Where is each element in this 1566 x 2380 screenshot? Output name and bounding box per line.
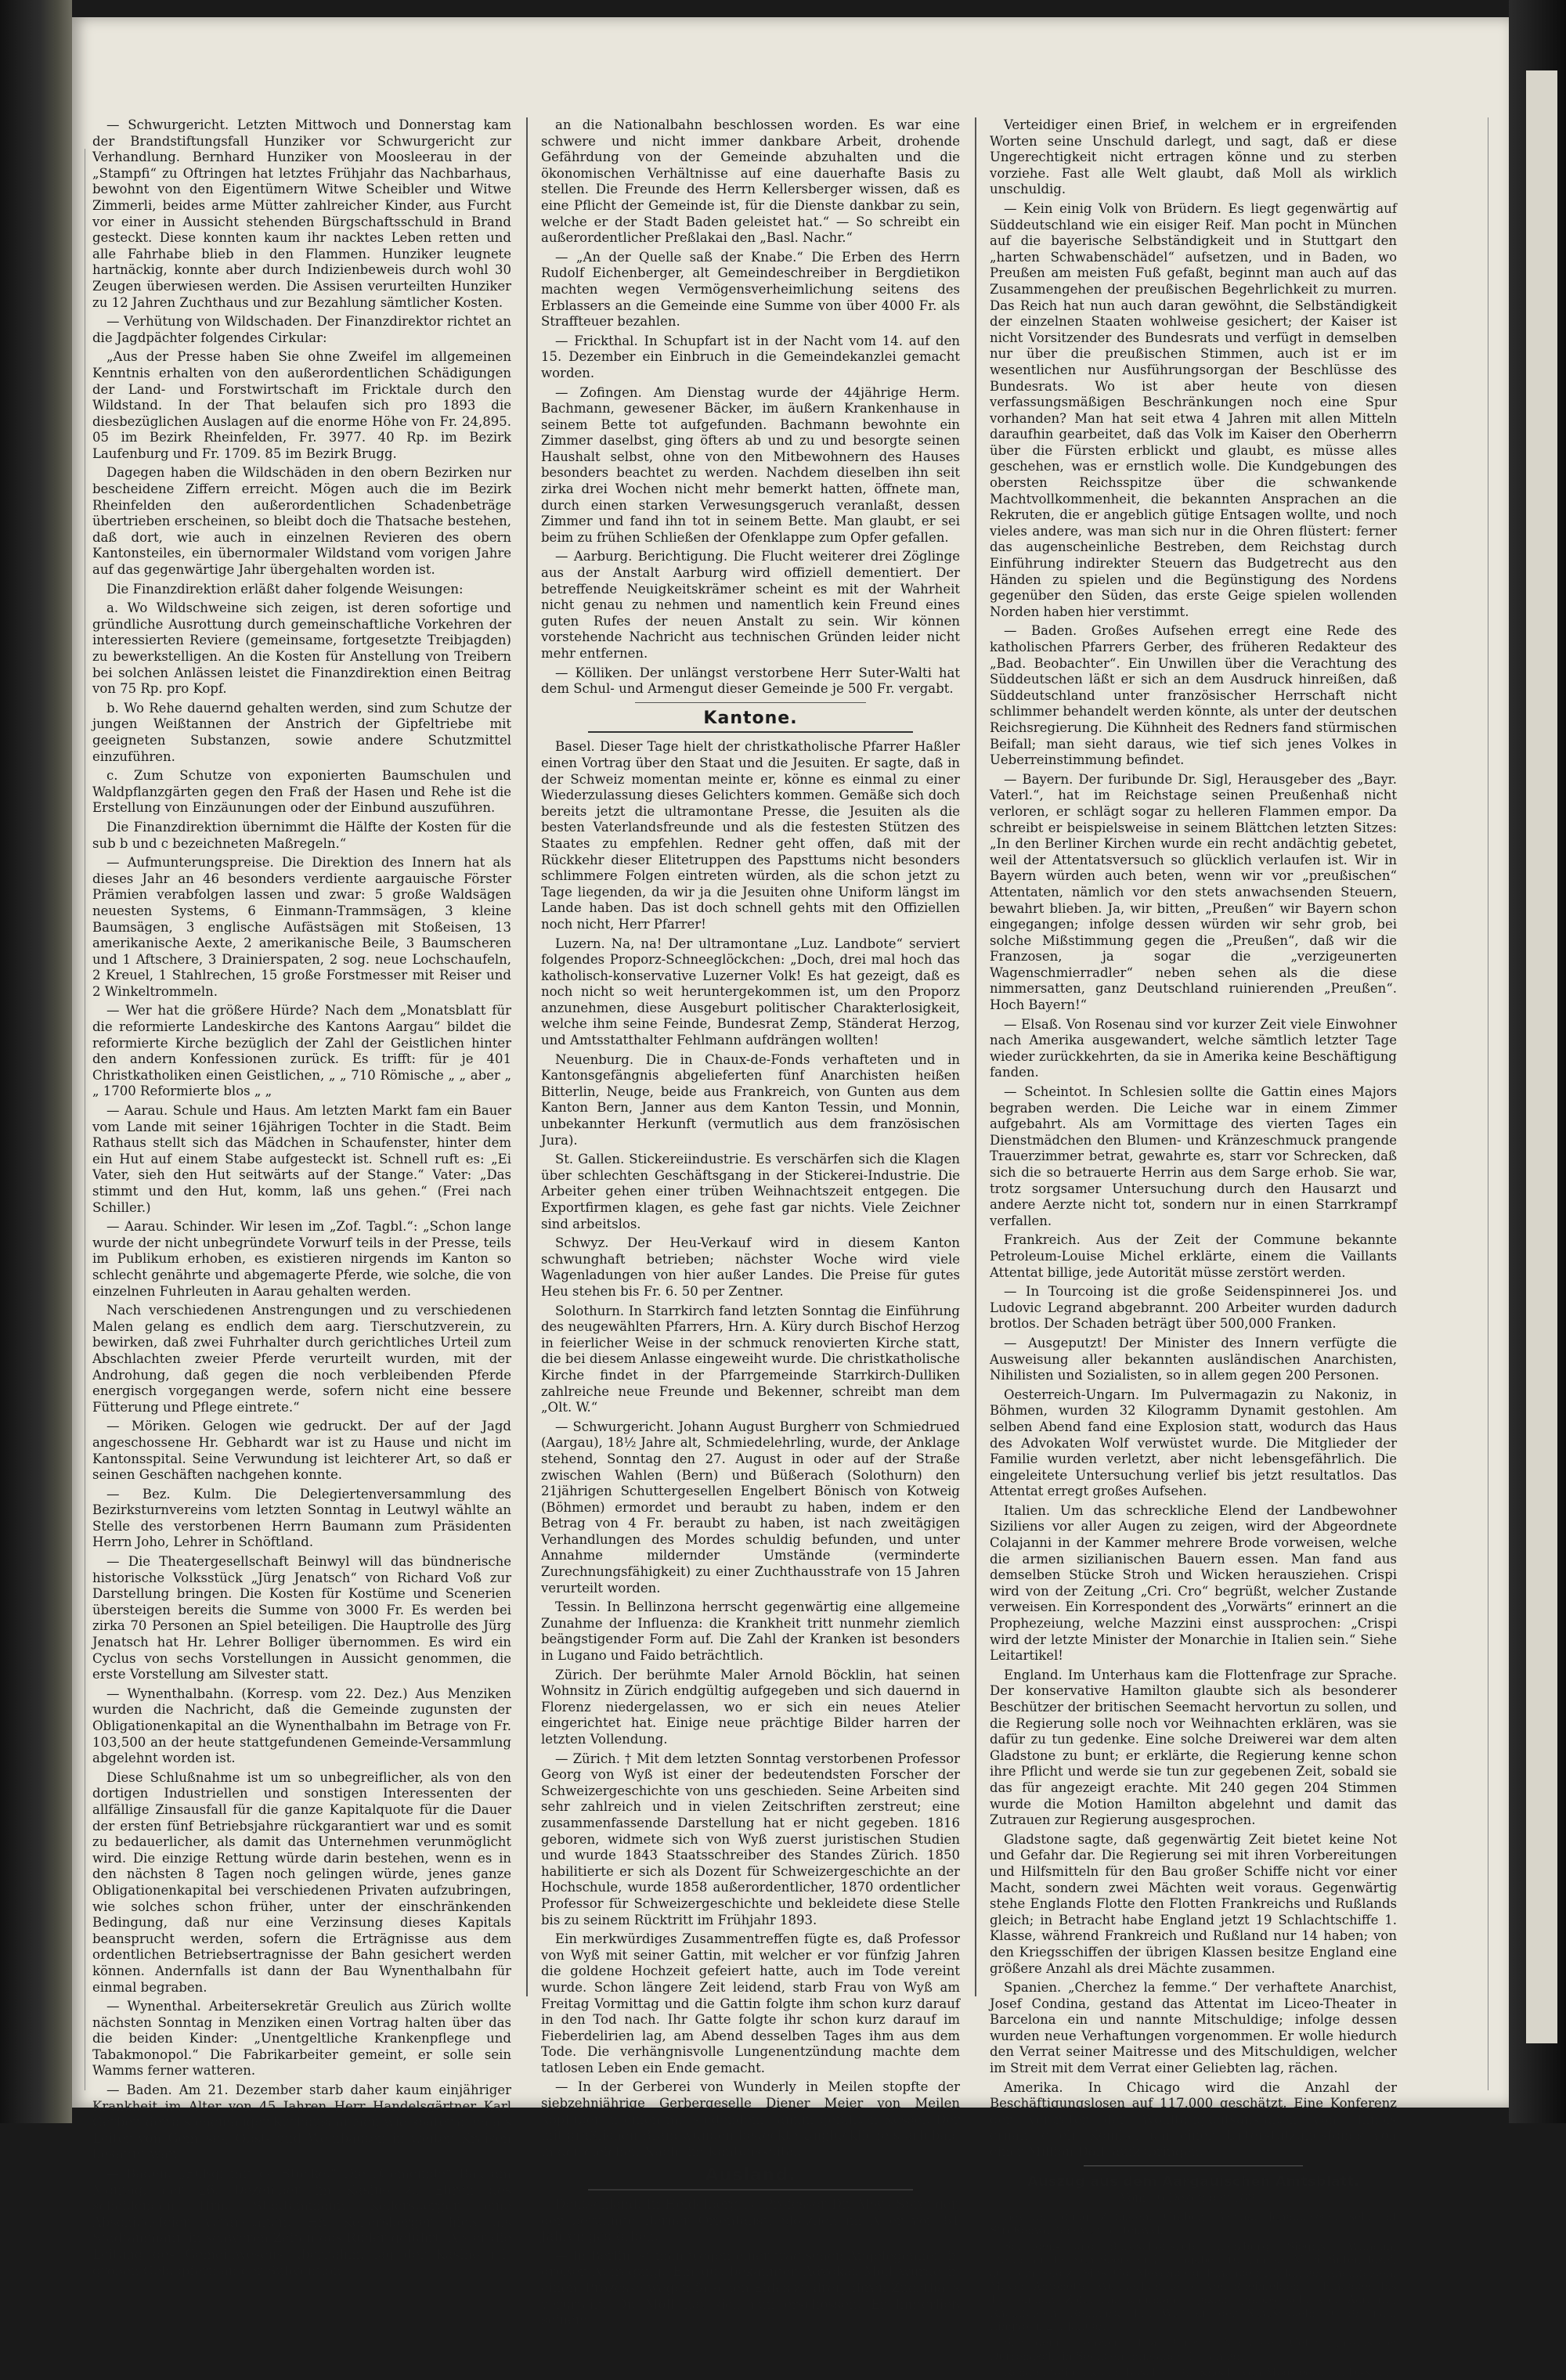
article-paragraph: — Verhütung von Wildschaden. Der Finanzdirektor richtet an die Jagdpächter folgendes Cirkular: bbox=[92, 314, 511, 345]
article-paragraph: Tessin. In Bellinzona herrscht gegenwärtig eine allgemeine Zunahme der Influenza: die Krankheit tritt nunmehr ziemlich beängstigender Form auf. Die Zahl der Kranken ist besonders in Lugano und Faido beträchtlich. bbox=[541, 1599, 960, 1664]
article-paragraph: Oesterreich-Ungarn. Im Pulvermagazin zu Nakoniz, in Böhmen, wurden 32 Kilogramm Dynamit gestohlen. Am selben Abend fand eine Explosion statt, wodurch das Haus des Advokaten Wolf verwüstet wurde. Die Mitglieder der Familie wurden verletzt, aber nicht lebensgefährlich. Die eingeleitete Untersuchung verlief bis jetzt resultatlos. Das Attentat erregt großes Aufsehen. bbox=[990, 1387, 1397, 1499]
section-heading-ausland bbox=[541, 2165, 960, 2191]
article-paragraph: — Baden. Am 21. Dezember starb daher kaum einjähriger Krankheit im Alter von 45 Jahren Herr Handelsgärtner Karl Gerber, der als ehemaliger Kurhausgärtner, wie später auch als Leiter von Gemüse-, Obst- und Weinbauten in weiten Kreisen bekannt war. bbox=[92, 2082, 511, 2162]
section-heading-kantone bbox=[541, 708, 960, 734]
book-binding bbox=[0, 0, 72, 2123]
next-page-sliver bbox=[1526, 70, 1557, 2043]
article-paragraph: — „An der Quelle saß der Knabe.“ Die Erben des Herrn Rudolf Eichenberger, alt Gemeindeschreiber in Bergdietikon machten wegen Vermögensverheimlichung seitens des Erblassers an die Gemeinde eine Summe von über 4000 Fr. als Straffteuer bezahlen. bbox=[541, 249, 960, 330]
article-paragraph: an die Nationalbahn beschlossen worden. Es war eine schwere und nicht immer dankbare Arbeit, drohende Gefährdung von der Gemeinde abzuhalten und die ökonomischen Verhältnisse auf eine dauerhafte Basis zu stellen. Die Freunde des Herrn Kellersberger wissen, daß es eine Pflicht der Gemeinde ist, für die Dienste dankbar zu sein, welche er der Stadt Baden geleistet hat.“ — So schreibt ein außerordentlicher Preßlakai den „Basl. Nachr.“ bbox=[541, 117, 960, 246]
article-paragraph: Gladstone sagte, daß gegenwärtig Zeit bietet keine Not und Gefahr dar. Die Regierung sei mit ihren Vorbereitungen und Hilfsmitteln für den Bau großer Schiffe nicht vor einer Macht, sondern zwei Mächten weit voraus. Gegenwärtig stehe Englands Flotte den Flotten Frankreichs und Rußlands gleich; in Betracht habe England jetzt 19 Schlachtschiffe 1. Klasse, während Frankreich und Rußland nur 14 haben; von den Kriegsschiffen der übrigen Klassen besitze England eine größere Anzahl als drei Mächte zusammen. bbox=[990, 1831, 1397, 1976]
article-paragraph: — Kölliken. Der unlängst verstorbene Herr Suter-Walti hat dem Schul- und Armengut dieser Gemeinde je 500 Fr. vergabt. bbox=[541, 665, 960, 697]
article-paragraph: Solothurn. In Starrkirch fand letzten Sonntag die Einführung des neugewählten Pfarrers, Hrn. A. Küry durch Bischof Herzog in feierlicher Weise in der schmuck renovierten Kirche statt, die bei diesem Anlasse eingeweiht wurde. Die christkatholische Kirche findet in der Pfarrgemeinde Starrkirch-Dulliken zahlreiche neue Freunde und Bekenner, schreibt man dem „Olt. W.“ bbox=[541, 1303, 960, 1415]
gazette-date: Vom 16 Dezember 1893. bbox=[1120, 2191, 1267, 2205]
article-paragraph: — Aufmunterungspreise. Die Direktion des Innern hat als dieses Jahr an 46 besonders verdiente aargauische Förster Prämien verabfolgen lassen und zwar: 5 große Waldsägen neuesten Systems, 6 Einmann-Trammsägen, 3 kleine Baumsägen, 3 englische Aufästsägen mit Stoßeisen, 13 amerikanische Aexte, 2 amerikanische Beile, 3 Baumscheren und 1 Aftschere, 3 Drainierspaten, 2 sog. neue Lochschaufeln, 2 Kreuel, 1 Stahlrechen, 15 große Forstmesser mit Reiser und 2 Winkeltrommeln. bbox=[92, 855, 511, 999]
article-paragraph: Nach verschiedenen Anstrengungen und zu verschiedenen Malen gelang es endlich dem aarg. Tierschutzverein, zu bewirken, daß zwei Fuhrhalter durch gerichtliches Urteil zum Abschlachten zweier Pferde verurteilt wurden, mit der Androhung, daß gegen die noch verbleibenden Pferde energisch vorgegangen werde, sofern nicht eine bessere Fütterung und Pflege eintrete.“ bbox=[92, 1303, 511, 1415]
article-paragraph: — Wer hat die größere Hürde? Nach dem „Monatsblatt für die reformierte Landeskirche des Kantons Aargau“ bildet die reformierte Kirche bezüglich der Zahl der Geistlichen hinter den andern Konfessionen zurück. Es trifft: für je 401 Christkatholiken einen Geistlichen, „ „ 710 Römische „ „ aber „ „ 1700 Reformierte blos „ „ bbox=[92, 1003, 511, 1099]
article-paragraph: — Wynenthal. Arbeitersekretär Greulich aus Zürich wollte nächsten Sonntag in Menziken einen Vortrag halten über das die beiden Kinder: „Unentgeltliche Krankenpflege und Tabakmonopol.“ Die Fabrikarbeiter gemeint, er solle sein Wamms ferner watteren. bbox=[92, 1999, 511, 2079]
column-3 bbox=[990, 117, 1397, 2379]
article-paragraph: Basel. Dieser Tage hielt der christkatholische Pfarrer Haßler einen Vortrag über den Staat und die Jesuiten. Er sagte, daß in der Schweiz momentan meinte er, könne es einmal zu einer Wiederzulassung dieses Gelichters kommen. Gemäße sich doch bereits jetzt die ultramontane Presse, die Jesuiten als die besten Vaterlandsfreunde und als die festesten Stützen des Staates zu empfehlen. Redner geht offen, daß mit der Rückkehr dieser Elitetruppen des Papsttums nicht besonders schlimmere Folgen eintreten würden, als die schon jetzt zu Tage liegenden, da wir ja die Jesuiten ohne Uniform längst im Lande haben. Das ist doch schnell gehts mit den Offiziellen noch nicht, Herr Pfarrer! bbox=[541, 739, 960, 932]
article-paragraph: — Scheintot. In Schlesien sollte die Gattin eines Majors begraben werden. Die Leiche war in einem Zimmer aufgebahrt. Als am Vormittage des vierten Tages ein Dienstmädchen den Blumen- und Kränzeschmuck prangende Trauerzimmer betrat, gewahrte es, starr vor Schrecken, daß sich die so betrauerte Herrin aus dem Sarge erhob. Sie war, trotz sorgsamer Untersuchung durch den Hausarzt und andere Aerzte nicht tot, sondern nur in einen Starrkrampf verfallen. bbox=[990, 1084, 1397, 1228]
heading-rule bbox=[588, 731, 913, 733]
article-paragraph: „Aus der Presse haben Sie ohne Zweifel im allgemeinen Kenntnis erhalten von den außerordentlichen Schädigungen der Land- und Forstwirtschaft im Fricktale durch den Wildstand. In der That belaufen sich pro 1893 die diesbezüglichen Auslagen auf die enorme Höhe von Fr. 24,895. 05 im Bezirk Rheinfelden, Fr. 3977. 40 Rp. im Bezirk Laufenburg und Fr. 1709. 85 im Bezirk Brugg. bbox=[92, 349, 511, 461]
article-paragraph: — Elsaß. Von Rosenau sind vor kurzer Zeit viele Einwohner nach Amerika ausgewandert, welche sämtlich letzter Tage wieder zurückkehrten, da sie in Amerika keine Beschäftigung fanden. bbox=[990, 1016, 1397, 1080]
article-paragraph: — Baden. „Füßgi mit de Stöcke.“ Die „Gemeinde“ Bau am Montag, der 26. Dezember im Kasino zu Ehren des scheidenden Hrn. Stadtammann Kellersberger eine Abschiedsfeier veranstalten. Hr. Kellersberger hieß als Stadtammann in schweren Zeiten das Ruder geführt. Als er die Leitung des Gemeinwesens übernahm, lag der Kasino mit großen Geldopfern an der Subvention bbox=[92, 2166, 511, 2278]
article-paragraph: — Möriken. Gelogen wie gedruckt. Der auf der Jagd angeschossene Hr. Gebhardt war ist zu Hause und nicht im Kantonsspital. Seine Verwundung ist leichterer Art, so daß er seinen Geschäften nachgehen konnte. bbox=[92, 1419, 511, 1483]
article-paragraph: Verteidiger einen Brief, in welchem er in ergreifenden Worten seine Unschuld darlegt, und sagt, daß er diese Ungerechtigkeit nicht ertragen könne und zu sterben vorziehe. Fast alle Welt glaubt, daß Moll als wirklich unschuldig. bbox=[990, 117, 1397, 197]
article-paragraph: Italien. Um das schreckliche Elend der Landbewohner Siziliens vor aller Augen zu zeigen, wird der Abgeordnete Colajanni in der Kammer mehrere Brode vorweisen, welche die armen sizilianischen Bauern essen. Man fand aus demselben Stücke Stroh und Wicken herausziehen. Crispi wird von der Zeitung „Cri. Cro“ begrüßt, welcher Zustande verweisen. Ein Korrespondent des „Vorwärts“ erinnert an die Prophezeiung, welche Mazzini einst aussprochen: „Crispi wird der letzte Minister der Monarchie in Italien sein.“ Siehe Leitartikel! bbox=[990, 1502, 1397, 1664]
article-paragraph: — Frickthal. In Schupfart ist in der Nacht vom 14. auf den 15. Dezember ein Einbruch in die Gemeindekanzlei gemacht worden. bbox=[541, 333, 960, 380]
article-paragraph: Ein merkwürdiges Zusammentreffen fügte es, daß Professor von Wyß mit seiner Gattin, mit welcher er vor fünfzig Jahren die goldene Hochzeit gefeiert hatte, auch im Tode vereint wurde. Schon längere Zeit leidend, starb Frau von Wyß am Freitag Vormittag und die Gattin folgte ihm schon kurz darauf in den Tod nach. Ihr Gatte folgte ihr schon kurz darauf im Fieberdelirien lag, am Abend desselben Tages ihm aus dem Tode. Die verhängnisvolle Lungenentzündung machte dem tatlosen Leben ein Ende gemacht. bbox=[541, 1931, 960, 2075]
article-columns bbox=[92, 117, 1486, 2379]
heading-rule bbox=[588, 2189, 913, 2191]
article-paragraph: England. Im Unterhaus kam die Flottenfrage zur Sprache. Der konservative Hamilton glaubte sich als besonderer Beschützer der britischen Seemacht hervortun zu sollen, und die Regierung solle noch vor Weihnachten erklären, was sie dafür zu tun gedenke. Eine solche Dreiwerei war dem alten Gladstone zu bunt; er erklärte, die Regierung kenne schon ihre Pflicht und werde sie tun zur gegebenen Zeit, sobald sie das für angezeigt erachte. Mit 240 gegen 204 Stimmen wurde die Motion Hamilton abgelehnt und damit das Zutrauen zur Regierung ausgesprochen. bbox=[990, 1667, 1397, 1828]
article-paragraph: — In Berlin ist man wegen einer tragischen Angelegenheit in großer Aufregung. Ein gut bekannter Advokat Moll wurde in einem Prozesse wegen falschen Eides zu drei Jahren Zuchthaus verurteilt. Dr. Moll hat sich nun erschossen. Er hinterließ seinem bbox=[541, 2248, 960, 2328]
article-paragraph: — Bez. Kulm. Die Delegiertenversammlung des Bezirksturnvereins vom letzten Sonntag in Leutwyl wählte an Stelle des verstorbenen Herrn Baumann zum Präsidenten Herrn Joho, Lehrer in Schöftland. bbox=[92, 1486, 511, 1550]
article-paragraph: Luzern. Na, na! Der ultramontane „Luz. Landbote“ serviert folgendes Proporz-Schneeglöckchen: „Doch, drei mal hoch das katholisch-konservative Luzerner Volk! Es hat gezeigt, daß es noch nicht so weit heruntergekommen ist, um den Proporz anzunehmen, diese Ausgeburt politischer Charakterlosigkeit, welche ihm seine Feinde, Bundesrat Zemp, Ständerat Herzog, und Amtsstatthalter Fehlmann aufdrängen wollten! bbox=[541, 936, 960, 1048]
article-paragraph: — Wynenthalbahn. (Korresp. vom 22. Dez.) Aus Menziken wurden die Nachricht, daß die Gemeinde zugunsten der Obligationenkapital an die Wynenthalbahn im Betrage von Fr. 103,500 an der heute stattgefundenen Gemeinde-Versammlung abgelehnt worden ist. bbox=[92, 1686, 511, 1766]
heading-text: Ausland. bbox=[705, 2165, 796, 2186]
article-paragraph: Die Finanzdirektion übernimmt die Hälfte der Kosten für die sub b und c bezeichneten Maßregeln.“ bbox=[92, 819, 511, 851]
heading-text: Kantone. bbox=[703, 708, 798, 728]
article-paragraph: — Aarau. Schule und Haus. Am letzten Markt fam ein Bauer vom Lande mit seiner 16jährigen Tochter in die Stadt. Beim Rathaus stellt sich das Mädchen in Schaufenster, hinter dem ein Hut auf einem Stabe aufgesteckt ist. Schnell ruft es: „Ei Vater, sieh den Hut seitwärts auf der Stange.“ Vater: „Das stimmt und den Hut, komm, laß uns gehen.“ (Frei nach Schiller.) bbox=[92, 1103, 511, 1215]
column-2 bbox=[541, 117, 960, 2328]
article-paragraph: — Kein einig Volk von Brüdern. Es liegt gegenwärtig auf Süddeutschland wie ein eisiger Reif. Man pocht in München auf die bayerische Selbständigkeit und in Stuttgart den „harten Schwabenschädel“ aufsetzen, und in Baden, wo Preußen am meisten Fuß gefaßt, beginnt man auch auf das Zusammengehen der preußischen Begehrlichkeit zu murren. Das Reich hat nun auch daran gewöhnt, die Selbständigkeit der einzelnen Staaten wohlweise gesichert; der Kaiser ist nicht Vorsitzender des Bundesrats und verfügt in demselben nur über die preußischen Stimmen, auch ist er im wesentlichen nur Ausführungsorgan der Beschlüsse des Bundesrats. Wo ist aber heute von diesen verfassungsmäßigen Beschränkungen noch eine Spur vorhanden? Man hat seit etwa 4 Jahren mit allen Mitteln daraufhin gearbeitet, daß das Volk im Kaiser den Oberherrn über die Fürsten erblickt und glaubt, es müsse alles geschehen, was er ernstlich wolle. Die Kundgebungen des obersten Reichsspitze über die schwankende Machtvollkommenheit, die bekannten Ansprachen an die Rekruten, die er angeblich gütige Entsagen wollte, und noch vieles andere, was man sich nur in die Ohren flüstert: ferner das augenscheinliche Bestreben, dem Reichstag durch Einführung indirekter Steuern das Budgetrecht aus den Händen zu spielen und die Begünstigung des Nordens gegenüber den Süden, das erste Geige spielen wollenden Norden haben hier verstimmt. bbox=[990, 200, 1397, 619]
article-paragraph: — Aarburg. Berichtigung. Die Flucht weiterer drei Zöglinge aus der Anstalt Aarburg wird offiziell dementiert. Der betreffende Neuigkeitskrämer scheint es mit der Wahrheit nicht genau zu nehmen und namentlich kein Freund eines guten Rufes der neuen Anstalt zu sein. Wir können vorstehende Nachricht aus technischen Gründen leider nicht mehr entfernen. bbox=[541, 549, 960, 661]
article-paragraph: c. Zum Schutze von exponierten Baumschulen und Waldpflanzgärten gegen den Fraß der Hasen und Rehe ist die Erstellung von Einzäunungen oder der Einbund auszuführen. bbox=[92, 768, 511, 816]
article-paragraph: Diese Schlußnahme ist um so unbegreiflicher, als von den dortigen Industriellen und sonstigen Interessenten der allfällige Zinsausfall für die ganze Kapitalquote für die Dauer der ersten fünf Betriebsjahre rückgarantiert war und es somit zu bedauerlicher, als damit das Unternehmen verunmöglicht wird. Die einzige Rettung würde darin bestehen, wenn es in den nächsten 8 Tagen noch gelingen würde, jenes ganze Obligationenkapital bei verschiedenen Privaten aufzubringen, wie solches schon früher, unter der einschränkenden Bedingung, daß nur eine Verzinsung dieses Kapitals beansprucht werden, sofern die Erträgnisse aus dem ordentlichen Betriebsertragnisse der Bahn gesichert werden können. Andernfalls ist dann der Bau Wynenthalbahn für einmal begraben. bbox=[92, 1769, 511, 1995]
separator bbox=[635, 702, 866, 703]
article-paragraph: b. Wo Rehe dauernd gehalten werden, sind zum Schutze der jungen Weißtannen der Anstrich der Gipfeltriebe mit geeigneten Substanzen, sowie andere Schutzmittel einzuführen. bbox=[92, 700, 511, 764]
article-paragraph: Deutschland. In Heidelberg ist Professor Dr. Aloys Sprenger, der berühmte Berner Orientalist, plötzlich im Alter von 81 Jahren gestorben. bbox=[541, 2197, 960, 2245]
article-paragraph: Amerika. In Chicago wird die Anzahl der Beschäftigungslosen auf 117,000 geschätzt. Eine Konferenz der Vertreter der Wohltätigkeitsanstalten von Illinois ernannte ein Komite, um einen Unterstützungsfonds von einer Million Doll. aufzubringen. bbox=[990, 2079, 1397, 2160]
article-paragraph: a. Wo Wildschweine sich zeigen, ist deren sofortige und gründliche Ausrottung durch gemeinschaftliche Vorkehren der interessierten Reviere (gemeinsame, fortgesetzte Treibjagden) zu bewerkstelligen. An die Kosten für Anstellung von Treibern bei solchen Anlässen leistet die Finanzdirektion einen Beitrag von 75 Rp. pro Kopf. bbox=[92, 600, 511, 697]
article-paragraph: Rehabilitation. Kulm. Büscher, Gl., Knecht von Moosleerau in D.-Kulm. bbox=[1004, 2366, 1397, 2379]
article-paragraph: Die Finanzdirektion erläßt daher folgende Weisungen: bbox=[106, 581, 464, 597]
article-paragraph: Bevormundung Zofingen. Graber, Bertha, Johannessen sel., alt Straßenwärters von Bottenwyl. bbox=[990, 2210, 1397, 2237]
article-paragraph: — Bayern. Der furibunde Dr. Sigl, Herausgeber des „Bayr. Vaterl.“, hat im Reichstage seinen Preußenhaß nicht verloren, er schlägt sogar zu helleren Flammen empor. Da schreibt er beispielsweise in seinem Blättchen letzten Sitzes: „In den Berliner Kirchen wurde ein recht andächtig gebetet, weil der Attentatsversuch so glücklich verlaufen ist. Wir in Bayern würden auch beten, wenn wir vor „preußischen“ Attentaten, nämlich vor den stets anwachsenden Steuern, bewahrt blieben. Ja, wir bitten, „Preußen“ wir Bayern schon eingegangen; infolge dessen würden wir sehr grob, bei solche Mißstimmung gegen die „Preußen“, daß wir die Franzosen, ja sogar die „verzigeunerten Wagenschmierradler“ neben sehen als die diese nimmersatten, ganz Deutschland ruinierenden „Preußen“. Hoch Bayern!“ bbox=[990, 771, 1397, 1013]
article-paragraph: — Aarau. Schinder. Wir lesen im „Zof. Tagbl.“: „Schon lange wurde der nicht unbegründete Vorwurf teils in der Presse, teils im Publikum erhoben, es existieren nirgends im Kanton so schlecht genährte und abgemagerte Pferde, wie solche, die von einzelnen Fuhrleuten in Aarau gehalten werden. bbox=[92, 1219, 511, 1299]
article-paragraph: Schulden- und Bürgschaftsrüfe. Lenzburg. Siegrist, Wilhelm, Pferdehändler von Seengen †. Eingaben 16. Januar. Muri. Suter, Josef, auf dem Feld zu Sins, Gd. Meyenberg. Eingaben 17. Januar. Rheinfelden. Meyer, Antonette, Wunderlich, ledig, von Rheinfelden †. Eingaben bis 15. Januar. Zofingen. Kaufmann, Jakob, Jakobs sel., von Aarburg, Rheinfelden, Reinhard, Fr., Wirt an der Straßhaueln zu Brittnau. Eingaben 27. Januar. bbox=[990, 2240, 1397, 2333]
article-paragraph: — Baden. Großes Aufsehen erregt eine Rede des katholischen Pfarrers Gerber, des früheren Redakteur des „Bad. Beobachter“. Ein Unwillen über die Verachtung des Süddeutschen läßt er sich an dem Ausdruck hinreißen, daß Süddeutschland unter französischer Herrschaft nicht schlimmer behandelt werden könnte, als unter der deutschen Reichsregierung. Die Kühnheit des Redners fand stürmischen Beifall; man sieht daraus, wie tief sich jenes Volkes in Ueberreinstimmung befindet. bbox=[990, 623, 1397, 768]
column-1 bbox=[92, 117, 511, 2278]
gazette-title: Auszug aus dem Aargauischen Amtsblatt. bbox=[1027, 2173, 1359, 2190]
article-paragraph: Schwyz. Der Heu-Verkauf wird in diesem Kanton schwunghaft betrieben; nächster Woche wird viele Wagenladungen von hier außer Landes. Die Preise für gutes Heu stehen bis Fr. 6. 50 per Zentner. bbox=[541, 1235, 960, 1299]
article-paragraph: — Schwurgericht. Letzten Mittwoch und Donnerstag kam der Brandstiftungsfall Hunziker vor Schwurgericht zur Verhandlung. Bernhard Hunziker von Moosleerau in der „Stampfi“ zu Oftringen hat letztes Frühjahr das Nachbarhaus, bewohnt von den Eigentümern Witwe Scheibler und Witwe Zimmerli, beides arme Mütter zahlreicher Kinder, aus Furcht vor einer in Aussicht stehenden Bürgschaftsschuld in Brand gesteckt. Diese konnten kaum ihr nacktes Leben retten und alle Fahrhabe blieb in den Flammen. Hunziker leugnete hartnäckig, konnte aber durch Indizienbeweis durch wohl 30 Zeugen überwiesen werden. Die Assisen verurteilten Hunziker zu 12 Jahren Zuchthaus und zur Bezahlung sämtlicher Kosten. bbox=[92, 117, 511, 310]
article-paragraph: — Zürich. † Mit dem letzten Sonntag verstorbenen Professor Georg von Wyß ist einer der bedeutendsten Forscher der Schweizergeschichte von uns geschieden. Seine Arbeiten sind sehr zahlreich und in vielen Zeitschriften zerstreut; eine zusammenfassende Darstellung hat er nicht gegeben. 1816 geboren, widmete sich von Wyß zuerst juristischen Studien und wurde 1843 Staatsschreiber des Standes Zürich. 1850 habilitierte er sich als Dozent für Schweizergeschichte an der Hochschule, wurde 1858 außerordentlicher, 1870 ordentlicher Professor für Schweizergeschichte und bekleidete diese Stelle bis zu seinem Rücktritt im Frühjahr 1893. bbox=[541, 1751, 960, 1927]
article-paragraph: Schuldenruf Lenzburg. Frau Bertschi, Maria geb. Gehrig, Jakobs von Dürrenäsch, in Seengen, Eingaben 16 Januar. bbox=[990, 2336, 1397, 2363]
article-paragraph: Frankreich. Aus der Zeit der Commune bekannte Petroleum-Louise Michel erklärte, einem die Vaillants Attentat billige, jede Autorität müsse zerstört werden. bbox=[990, 1232, 1397, 1280]
separator bbox=[1084, 2165, 1303, 2166]
article-paragraph: Neuenburg. Die in Chaux-de-Fonds verhafteten und in Kantonsgefängnis abgelieferten fünf Anarchisten heißen Bitterlin, Neuge, beide aus Frankreich, von Gunten aus dem Kanton Bern, Janner aus dem Kanton Tessin, und Monnin, unbekannter Herkunft (vermutlich aus dem französischen Jura). bbox=[541, 1051, 960, 1148]
article-paragraph: — In der Gerberei von Wunderly in Meilen stopfte der siebzehnjährige Gerbergeselle Diener Meier von Meilen kopfüber in einen mit siedendem Tannin gefüllten Kessel. Der mit gräßlichen Brandwunden bedeckte Unglückliche starb bald in der gleichen Nacht im Kantonsspital. bbox=[541, 2079, 960, 2159]
article-paragraph: Dagegen haben die Wildschäden in den obern Bezirken nur bescheidene Ziffern erreicht. Mögen auch die im Bezirk Rheinfelden den außerordentlichen Schadenbeträge übertrieben erscheinen, so bleibt doch die Thatsache bestehen, daß dort, wie auch in einzelnen Revieren des obern Kantonsteiles, ein übernormaler Wildstand vom vorigen Jahre auf das gegenwärtige Jahr übergehalten worden ist. bbox=[92, 465, 511, 578]
article-paragraph: St. Gallen. Stickereiindustrie. Es verschärfen sich die Klagen über schlechten Geschäftsgang in der Stickerei-Industrie. Die Arbeiter gehen einer trüben Weihnachtszeit entgegen. Die Exportfirmen klagen, es gehe fast gar nichts. Viele Zeichner sind arbeitslos. bbox=[541, 1152, 960, 1231]
article-paragraph: Zürich. Der berühmte Maler Arnold Böcklin, hat seinen Wohnsitz in Zürich endgültig aufgegeben und sich dauernd in Florenz niedergelassen, wo er sich ein neues Atelier eingerichtet hat. Einige neue prächtige Bilder harren der letzten Vollendung. bbox=[541, 1667, 960, 1747]
article-paragraph: — Zofingen. Am Dienstag wurde der 44jährige Herm. Bachmann, gewesener Bäcker, im äußern Krankenhause in seinem Bette tot aufgefunden. Bachmann bewohnte ein Zimmer daselbst, ging öfters ab und zu und besorgte seinen Haushalt selbst, ohne von den Mitbewohnern des Hauses besonders beachtet zu werden. Nachdem dieselben ihn seit zirka drei Wochen nicht mehr bemerkt hatten, öffnete man, durch einen starken Verwesungsgeruch veranlaßt, dessen Zimmer und fand ihn tot in seinem Bette. Man glaubt, er sei beim zu frühen Schließen der Ofenklappe zum Opfer gefallen. bbox=[541, 384, 960, 545]
article-paragraph: — Die Theatergesellschaft Beinwyl will das bündnerische historische Volksstück „Jürg Jenatsch“ von Richard Voß zur Darstellung bringen. Die Kosten für Kostüme und Scenerien übersteigen bereits die Summe von 3000 Fr. Es werden bei zirka 70 Personen an Spiel beteiligen. Die Hauptrolle des Jürg Jenatsch hat Hr. Lehrer Bolliger übernommen. Es wird ein Cyclus von sechs Vorstellungen in Aussicht genommen, die erste Vorstellung am Silvester statt. bbox=[92, 1554, 511, 1682]
article-paragraph: — Ausgeputzt! Der Minister des Innern verfügte die Ausweisung aller bekannten ausländischen Anarchisten, Nihilisten und Sozialisten, so in allem gegen 200 Personen. bbox=[990, 1335, 1397, 1383]
article-paragraph: — In Tourcoing ist die große Seidenspinnerei Jos. und Ludovic Legrand abgebrannt. 200 Arbeiter wurden dadurch brotlos. Der Schaden beträgt über 500,000 Franken. bbox=[990, 1284, 1397, 1332]
article-paragraph: — Schwurgericht. Johann August Burgherr von Schmiedrued (Aargau), 18½ Jahre alt, Schmiedelehrling, wurde, der Anklage stehend, Sonntag den 27. August in oder auf der Straße zwischen Wahlen (Bern) und Büßerach (Solothurn) den 21jährigen Schuttergesellen Engelbert Bönisch von Kotweig (Böhmen) ermordet und beraubt zu haben, indem er den Betrag von 4 Fr. beraubt zu haben, ist nach zweitägigen Verhandlungen des Mordes schuldig befunden, und unter Annahme mildernder Umstände (verminderte Zurechnungsfähigkeit) zu einer Zuchthausstrafe von 15 Jahren verurteilt worden. bbox=[541, 1419, 960, 1596]
article-paragraph: Spanien. „Cherchez la femme.“ Der verhaftete Anarchist, Josef Condina, gestand das Attentat im Liceo-Theater in Barcelona ein und nannte Mitschuldige; infolge dessen wurden neue Verhaftungen vorgenommen. Er wolle hiedurch den Verrat seiner Maitresse und des Mitschuldigen, welcher im Streit mit dem Verrat einer Geliebten lag, rächen. bbox=[990, 1980, 1397, 2076]
next-page-edge bbox=[1509, 0, 1566, 2123]
